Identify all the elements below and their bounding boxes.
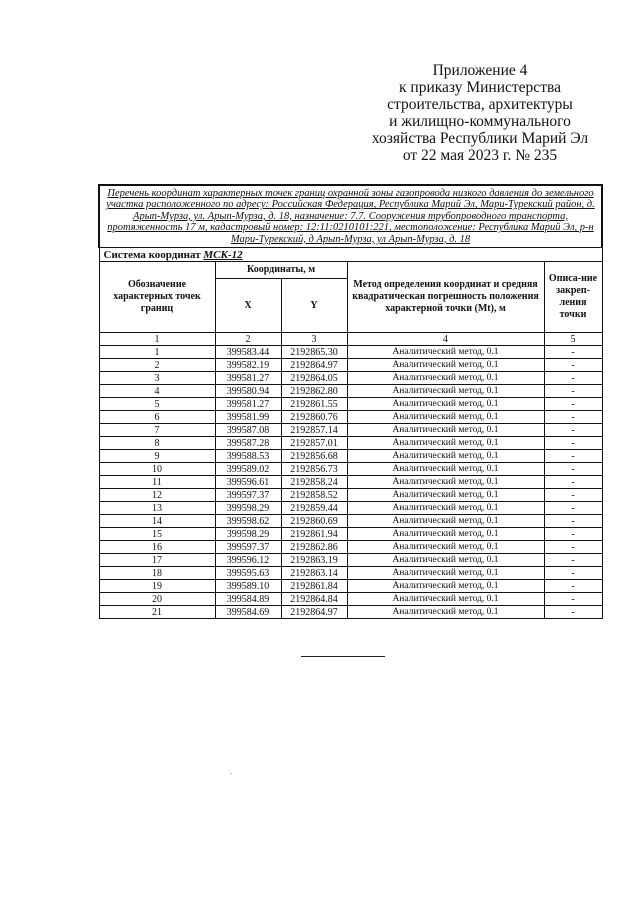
method-cell: Аналитический метод, 0.1 xyxy=(347,346,544,359)
x-coordinate-cell: 399581.27 xyxy=(215,398,281,411)
description-cell: - xyxy=(544,411,602,424)
y-coordinate-cell: 2192858.52 xyxy=(281,489,347,502)
table-row xyxy=(99,489,602,502)
y-coordinate-cell: 2192858.24 xyxy=(281,476,347,489)
column-number: 4 xyxy=(347,333,544,346)
x-coordinate-cell: 399581.27 xyxy=(215,372,281,385)
point-number-cell: 12 xyxy=(99,489,215,502)
table-row xyxy=(99,476,602,489)
point-number-cell: 7 xyxy=(99,424,215,437)
description-cell: - xyxy=(544,463,602,476)
table-row xyxy=(99,463,602,476)
column-number: 5 xyxy=(544,333,602,346)
point-number-cell: 5 xyxy=(99,398,215,411)
method-cell: Аналитический метод, 0.1 xyxy=(347,463,544,476)
method-cell: Аналитический метод, 0.1 xyxy=(347,580,544,593)
x-coordinate-cell: 399589.02 xyxy=(215,463,281,476)
x-coordinate-cell: 399598.62 xyxy=(215,515,281,528)
y-coordinate-cell: 2192859.44 xyxy=(281,502,347,515)
header-x: X xyxy=(215,279,281,333)
x-coordinate-cell: 399587.08 xyxy=(215,424,281,437)
point-number-cell: 16 xyxy=(99,541,215,554)
table-row xyxy=(99,554,602,567)
coordinates-table xyxy=(98,184,603,619)
y-coordinate-cell: 2192864.05 xyxy=(281,372,347,385)
y-coordinate-cell: 2192860.69 xyxy=(281,515,347,528)
description-cell: - xyxy=(544,398,602,411)
y-coordinate-cell: 2192863.19 xyxy=(281,554,347,567)
description-cell: - xyxy=(544,541,602,554)
table-row xyxy=(99,385,602,398)
x-coordinate-cell: 399583.44 xyxy=(215,346,281,359)
point-number-cell: 21 xyxy=(99,606,215,619)
table-row xyxy=(99,411,602,424)
table-row xyxy=(99,450,602,463)
method-cell: Аналитический метод, 0.1 xyxy=(347,502,544,515)
method-cell: Аналитический метод, 0.1 xyxy=(347,593,544,606)
y-coordinate-cell: 2192856.68 xyxy=(281,450,347,463)
x-coordinate-cell: 399597.37 xyxy=(215,541,281,554)
description-cell: - xyxy=(544,502,602,515)
method-cell: Аналитический метод, 0.1 xyxy=(347,541,544,554)
table-row xyxy=(99,398,602,411)
y-coordinate-cell: 2192864.97 xyxy=(281,606,347,619)
x-coordinate-cell: 399587.28 xyxy=(215,437,281,450)
point-number-cell: 13 xyxy=(99,502,215,515)
table-row xyxy=(99,424,602,437)
description-cell: - xyxy=(544,567,602,580)
header-method: Метод определения координат и средняя квадратическая погрешность положения характерной точки (Mt), м xyxy=(347,262,544,333)
method-cell: Аналитический метод, 0.1 xyxy=(347,554,544,567)
point-number-cell: 17 xyxy=(99,554,215,567)
x-coordinate-cell: 399589.10 xyxy=(215,580,281,593)
point-number-cell: 10 xyxy=(99,463,215,476)
y-coordinate-cell: 2192862.86 xyxy=(281,541,347,554)
table-row xyxy=(99,567,602,580)
method-cell: Аналитический метод, 0.1 xyxy=(347,476,544,489)
method-cell: Аналитический метод, 0.1 xyxy=(347,437,544,450)
x-coordinate-cell: 399581.99 xyxy=(215,411,281,424)
method-cell: Аналитический метод, 0.1 xyxy=(347,424,544,437)
column-number-row xyxy=(99,333,602,346)
description-cell: - xyxy=(544,437,602,450)
x-coordinate-cell: 399584.69 xyxy=(215,606,281,619)
point-number-cell: 4 xyxy=(99,385,215,398)
point-number-cell: 8 xyxy=(99,437,215,450)
description-cell: - xyxy=(544,554,602,567)
table-row xyxy=(99,502,602,515)
appendix-line: строительства, архитектуры xyxy=(387,96,573,113)
point-number-cell: 19 xyxy=(99,580,215,593)
method-cell: Аналитический метод, 0.1 xyxy=(347,567,544,580)
appendix-line: к приказу Министерства xyxy=(399,79,561,96)
method-cell: Аналитический метод, 0.1 xyxy=(347,385,544,398)
table-row xyxy=(99,528,602,541)
column-number: 1 xyxy=(99,333,215,346)
x-coordinate-cell: 399598.29 xyxy=(215,528,281,541)
method-cell: Аналитический метод, 0.1 xyxy=(347,515,544,528)
method-cell: Аналитический метод, 0.1 xyxy=(347,606,544,619)
description-cell: - xyxy=(544,385,602,398)
table-row xyxy=(99,372,602,385)
table-row xyxy=(99,593,602,606)
coordinate-system-label: Система координат xyxy=(103,248,201,261)
x-coordinate-cell: 399596.61 xyxy=(215,476,281,489)
header-coordinates: Координаты, м xyxy=(215,262,347,279)
y-coordinate-cell: 2192864.84 xyxy=(281,593,347,606)
end-separator-line xyxy=(301,656,385,657)
method-cell: Аналитический метод, 0.1 xyxy=(347,411,544,424)
description-cell: - xyxy=(544,593,602,606)
column-number: 3 xyxy=(281,333,347,346)
y-coordinate-cell: 2192861.55 xyxy=(281,398,347,411)
point-number-cell: 1 xyxy=(99,346,215,359)
table-row xyxy=(99,346,602,359)
y-coordinate-cell: 2192861.84 xyxy=(281,580,347,593)
point-number-cell: 9 xyxy=(99,450,215,463)
x-coordinate-cell: 399596.12 xyxy=(215,554,281,567)
method-cell: Аналитический метод, 0.1 xyxy=(347,398,544,411)
coordinate-system-row xyxy=(99,248,602,262)
point-number-cell: 2 xyxy=(99,359,215,372)
table-row xyxy=(99,606,602,619)
table-row xyxy=(99,515,602,528)
y-coordinate-cell: 2192861.94 xyxy=(281,528,347,541)
point-number-cell: 6 xyxy=(99,411,215,424)
description-cell: - xyxy=(544,606,602,619)
y-coordinate-cell: 2192864.97 xyxy=(281,359,347,372)
column-number: 2 xyxy=(215,333,281,346)
description-cell: - xyxy=(544,528,602,541)
y-coordinate-cell: 2192857.01 xyxy=(281,437,347,450)
table-row xyxy=(99,437,602,450)
method-cell: Аналитический метод, 0.1 xyxy=(347,372,544,385)
description-cell: - xyxy=(544,372,602,385)
point-number-cell: 18 xyxy=(99,567,215,580)
method-cell: Аналитический метод, 0.1 xyxy=(347,489,544,502)
x-coordinate-cell: 399598.29 xyxy=(215,502,281,515)
description-cell: - xyxy=(544,580,602,593)
header-y: Y xyxy=(281,279,347,333)
y-coordinate-cell: 2192865.30 xyxy=(281,346,347,359)
point-number-cell: 20 xyxy=(99,593,215,606)
y-coordinate-cell: 2192857.14 xyxy=(281,424,347,437)
description-cell: - xyxy=(544,424,602,437)
appendix-line: хозяйства Республики Марий Эл xyxy=(371,130,589,147)
x-coordinate-cell: 399595.63 xyxy=(215,567,281,580)
description-cell: - xyxy=(544,489,602,502)
description-cell: - xyxy=(544,450,602,463)
description-cell: - xyxy=(544,346,602,359)
appendix-header xyxy=(330,62,630,164)
description-cell: - xyxy=(544,515,602,528)
x-coordinate-cell: 399588.53 xyxy=(215,450,281,463)
header-point: Обозначение характерных точек границ xyxy=(99,262,215,333)
point-number-cell: 3 xyxy=(99,372,215,385)
scan-speck xyxy=(231,773,232,774)
x-coordinate-cell: 399580.94 xyxy=(215,385,281,398)
appendix-line: от 22 мая 2023 г. № 235 xyxy=(402,147,558,164)
method-cell: Аналитический метод, 0.1 xyxy=(347,359,544,372)
method-cell: Аналитический метод, 0.1 xyxy=(347,528,544,541)
method-cell: Аналитический метод, 0.1 xyxy=(347,450,544,463)
table-row xyxy=(99,541,602,554)
appendix-line: и жилищно-коммунального xyxy=(389,113,571,130)
y-coordinate-cell: 2192856.73 xyxy=(281,463,347,476)
x-coordinate-cell: 399582.19 xyxy=(215,359,281,372)
description-cell: - xyxy=(544,359,602,372)
table-caption: Перечень координат характерных точек границ охранной зоны газопровода низкого давления до земельного участка расположенного по адресу: Российская Федерация, Республика Марий Эл, Мари-Турекский район, д. Арып-Мурза, ул. Арып-Мурза, д. 18, назначение: 7.7. Сооружения трубопроводного транспорта, протяженность 17 м, кадастровый номер: 12:11:0210101:221, местоположение: Республика Марий Эл, р-н Мари-Турекский, д Арып-Мурза, ул Арып-Мурза, д. 18 xyxy=(99,185,602,248)
x-coordinate-cell: 399584.89 xyxy=(215,593,281,606)
table-row xyxy=(99,359,602,372)
y-coordinate-cell: 2192860.76 xyxy=(281,411,347,424)
point-number-cell: 11 xyxy=(99,476,215,489)
y-coordinate-cell: 2192862.80 xyxy=(281,385,347,398)
x-coordinate-cell: 399597.37 xyxy=(215,489,281,502)
point-number-cell: 14 xyxy=(99,515,215,528)
appendix-line: Приложение 4 xyxy=(432,62,528,79)
point-number-cell: 15 xyxy=(99,528,215,541)
coordinate-system-name: МСК-12 xyxy=(203,248,243,261)
description-cell: - xyxy=(544,476,602,489)
y-coordinate-cell: 2192863.14 xyxy=(281,567,347,580)
table-row xyxy=(99,580,602,593)
header-description: Описа-ние закреп-ления точки xyxy=(544,262,602,333)
